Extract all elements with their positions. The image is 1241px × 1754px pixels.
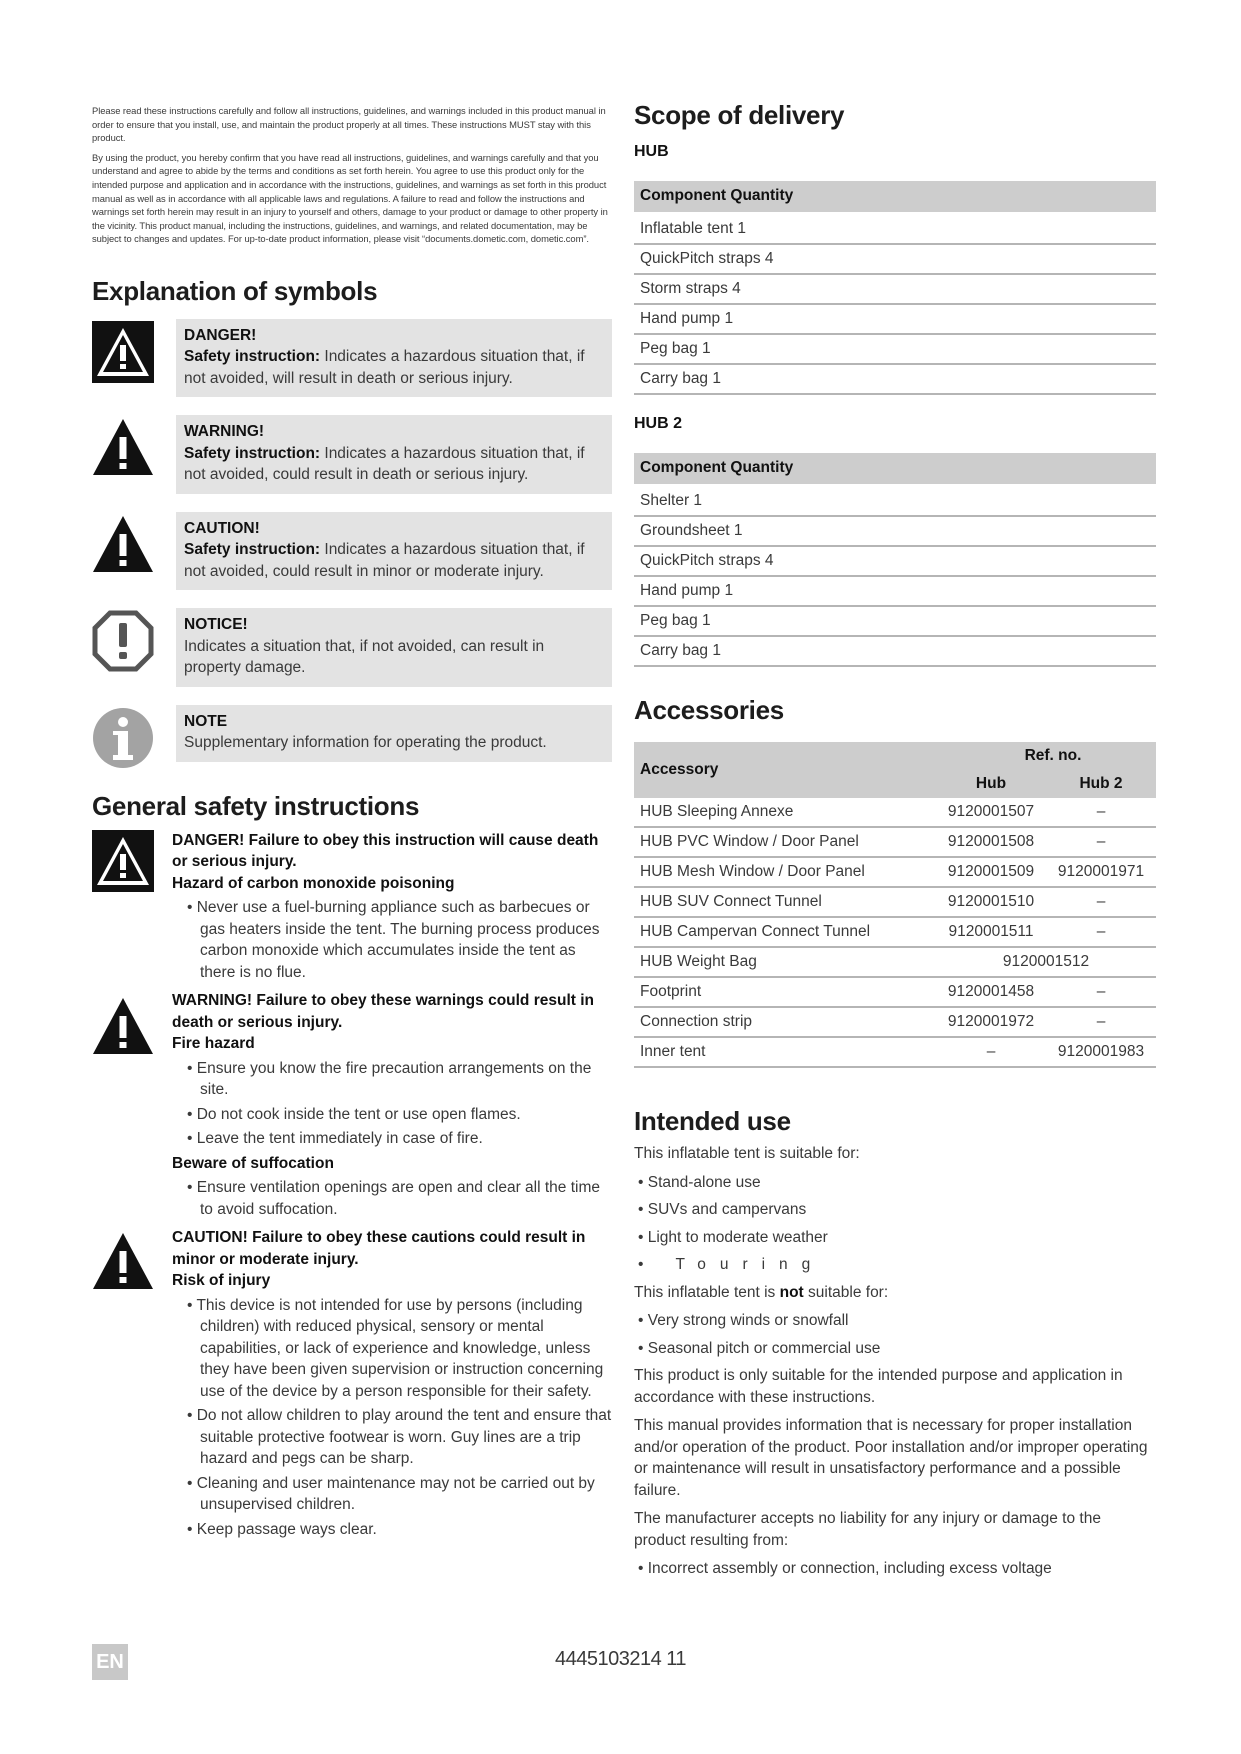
intended-use-heading: Intended use [634,1106,791,1136]
intended-paragraph-2: This manual provides information that is necessary for proper installation and/or operation of the product. Poor installation and/or improper operating or maintenance will result in unsatisfactory performance and a possible failure. [634,1417,1148,1499]
left-column [92,104,612,1543]
table-cell: HUB Sleeping Annexe [634,798,936,827]
table-cell: 9120001512 [936,947,1156,977]
warning-text: Indicates a hazardous situation that, if not avoided, could result in death or serious injury. [184,444,585,484]
table-cell: – [1046,887,1156,917]
list-item: • Do not allow children to play around the tent and ensure that suitable protective footwear is worn. Guy lines are a trip hazard and pegs can be sharp. [172,1405,612,1470]
list-item: • Very strong winds or snowfall [634,1310,1156,1332]
table-row [634,977,1156,1007]
caution-text: Indicates a hazardous situation that, if not avoided, could result in minor or moderate injury. [184,541,585,580]
table-row [634,887,1156,917]
general-warning-lead: WARNING! Failure to obey these warnings could result in death or serious injury. [172,992,594,1031]
table-cell: – [1046,798,1156,827]
note-title: NOTE [184,712,228,730]
table-cell: 9120001510 [936,887,1046,917]
table-cell: HUB SUV Connect Tunnel [634,887,936,917]
table-row [634,857,1156,887]
general-danger-text [172,830,612,987]
not-suitable-emphasis: not [779,1283,804,1301]
general-danger-lead: DANGER! Failure to obey this instruction will cause death or serious injury. [172,831,599,871]
notice-title: NOTICE! [184,616,248,634]
table-cell: QuickPitch straps 4 [634,244,1156,274]
note-box [176,705,612,762]
list-item: • SUVs and campervans [634,1199,1156,1221]
table-row [634,274,1156,304]
table-row [634,334,1156,364]
table-header: Component Quantity [634,181,1156,214]
list-item: • Seasonal pitch or commercial use [634,1338,1156,1360]
table-cell: 9120001458 [936,977,1046,1007]
table-cell: HUB Campervan Connect Tunnel [634,917,936,947]
warning-box [176,415,612,494]
notice-box [176,608,612,687]
language-badge: EN [92,1644,128,1680]
general-danger-block [92,830,612,987]
table-cell: – [936,1037,1046,1067]
table-row [634,576,1156,606]
table-cell: – [1046,917,1156,947]
table-header: Component Quantity [634,453,1156,486]
table-row [634,304,1156,334]
table-row [634,214,1156,245]
table-cell: HUB PVC Window / Door Panel [634,827,936,857]
caution-label: Safety instruction: [184,541,321,559]
table-cell: Connection strip [634,1007,936,1037]
list-item: • Leave the tent immediately in case of fire. [172,1128,612,1150]
caution-triangle-icon [92,514,154,576]
general-warning-hazard: Fire hazard [172,1035,255,1053]
table-cell: 9120001971 [1046,857,1156,887]
table-cell: 9120001509 [936,857,1046,887]
table-row [634,827,1156,857]
table-cell: 9120001972 [936,1007,1046,1037]
list-item: • This device is not intended for use by persons (including children) with reduced physical, sensory or mental capabilities, or lack of experience and knowledge, unless they have been given supervision or instruction concerning use of the device by a person responsible for their safety. [172,1295,612,1403]
warning-label: Safety instruction: [184,444,321,462]
list-item: • Do not cook inside the tent or use open flames. [172,1104,612,1126]
general-warning-block [92,990,612,1223]
intended-paragraph-3: The manufacturer accepts no liability for any injury or damage to the product resulting from: [634,1510,1101,1549]
symbols-heading: Explanation of symbols [92,275,378,306]
table-row [634,516,1156,546]
table-row [634,1007,1156,1037]
list-item: • Keep passage ways clear. [172,1519,612,1541]
symbol-warning [92,415,612,494]
symbol-note [92,705,612,769]
caution-title: CAUTION! [184,519,260,537]
general-danger-hazard: Hazard of carbon monoxide poisoning [172,874,455,892]
warning-triangle-icon [92,417,154,479]
table-cell: – [1046,977,1156,1007]
not-suitable-post: suitable for: [803,1283,889,1301]
list-item: • Ensure you know the fire precaution arrangements on the site. [172,1058,612,1101]
col-hub2: Hub 2 [1046,770,1156,798]
table-cell: Peg bag 1 [634,606,1156,636]
table-cell: Storm straps 4 [634,274,1156,304]
table-cell: Peg bag 1 [634,334,1156,364]
list-item: • Light to moderate weather [634,1227,1156,1249]
table-cell: HUB Weight Bag [634,947,936,977]
hub-components-table [634,181,1156,395]
table-cell: Carry bag 1 [634,364,1156,394]
not-suitable-intro [634,1282,1156,1304]
table-cell: Inner tent [634,1037,936,1067]
list-item: • Ensure ventilation openings are open and clear all the time to avoid suffocation. [172,1177,612,1220]
list-item: • Stand-alone use [634,1172,1156,1194]
suitable-intro: This inflatable tent is suitable for: [634,1145,860,1162]
caution-triangle-icon [92,1231,154,1293]
notice-text: Indicates a situation that, if not avoided, can result in property damage. [184,637,545,677]
right-column [634,100,1156,1586]
danger-box [176,319,612,398]
notice-octagon-icon [92,610,154,672]
list-item: • Never use a fuel-burning appliance such as barbecues or gas heaters inside the tent. The burning process produces carbon monoxide which accumulates inside the tent as there is no flue. [172,897,612,983]
scope-heading: Scope of delivery [634,100,845,130]
accessories-table [634,742,1156,1068]
hub2-label: HUB 2 [634,415,683,432]
danger-warning-icon [92,830,154,892]
general-warning-hazard-2: Beware of suffocation [172,1154,334,1172]
col-hub: Hub [936,770,1046,798]
info-circle-icon [92,707,154,769]
table-row [634,546,1156,576]
list-item: • Incorrect assembly or connection, including excess voltage [634,1558,1156,1580]
table-cell: Hand pump 1 [634,576,1156,606]
warning-title: WARNING! [184,423,265,441]
table-cell: Footprint [634,977,936,1007]
general-caution-lead: CAUTION! Failure to obey these cautions could result in minor or moderate injury. [172,1229,586,1268]
table-row [634,364,1156,394]
warning-triangle-icon [92,996,154,1058]
caution-box [176,512,612,591]
general-warning-text [172,990,612,1223]
table-cell: Shelter 1 [634,486,1156,517]
symbol-caution [92,512,612,591]
table-cell: HUB Mesh Window / Door Panel [634,857,936,887]
intro-paragraph-2: By using the product, you hereby confirm that you have read all instructions, guidelines, and warnings carefully and that you understand and agree to abide by the terms and conditions as set forth herein. You agree to use this product only for the intended purpose and application and in accordance with the instructions, guidelines, and warnings as set forth in this product manual as well as in accordance with all applicable laws and regulations. A failure to read and follow the instructions and warnings set forth herein may result in an injury to yourself and others, damage to your product or damage to other property in the vicinity. This product manual, including the instructions, guidelines, and warnings, and related documentation, may be subject to changes and updates. For up-to-date product information, please visit “documents.dometic.com, dometic.com”. [92,151,608,245]
not-suitable-pre: This inflatable tent is [634,1283,780,1301]
hub-label: HUB [634,143,669,160]
note-text: Supplementary information for operating the product. [184,734,547,752]
table-row [634,486,1156,517]
table-cell: 9120001983 [1046,1037,1156,1067]
danger-text: Indicates a hazardous situation that, if not avoided, will result in death or serious injury. [184,348,585,387]
hub2-components-table [634,453,1156,667]
table-row [634,244,1156,274]
table-cell: 9120001508 [936,827,1046,857]
table-cell: QuickPitch straps 4 [634,546,1156,576]
table-cell: 9120001511 [936,917,1046,947]
symbol-danger [92,319,612,398]
danger-warning-icon [92,321,154,383]
table-row [634,1037,1156,1067]
table-cell: Inflatable tent 1 [634,214,1156,245]
accessories-heading: Accessories [634,695,784,725]
danger-title: DANGER! [184,326,257,344]
danger-label: Safety instruction: [184,348,321,366]
table-row [634,606,1156,636]
table-row [634,917,1156,947]
col-ref: Ref. no. [936,742,1156,770]
intended-paragraph-1: This product is only suitable for the intended purpose and application in accordance with these instructions. [634,1367,1123,1406]
general-caution-text [172,1227,612,1543]
table-cell: – [1046,827,1156,857]
symbol-notice [92,608,612,687]
general-safety-heading: General safety instructions [92,790,420,821]
table-row [634,947,1156,977]
col-accessory: Accessory [634,742,936,798]
list-item: • Cleaning and user maintenance may not be carried out by unsupervised children. [172,1473,612,1516]
table-row [634,798,1156,827]
document-number: 4445103214 11 [555,1648,687,1670]
table-cell: Carry bag 1 [634,636,1156,666]
general-caution-block [92,1227,612,1543]
general-caution-hazard: Risk of injury [172,1272,271,1290]
intro-paragraph-1: Please read these instructions carefully and follow all instructions, guidelines, and warnings included in this product manual in order to ensure that you install, use, and maintain the product properly at all times. These instructions MUST stay with this product. [92,105,606,144]
table-cell: – [1046,1007,1156,1037]
table-cell: Groundsheet 1 [634,516,1156,546]
table-cell: Hand pump 1 [634,304,1156,334]
list-item: • Touring [634,1254,1156,1276]
table-row [634,636,1156,666]
table-cell: 9120001507 [936,798,1046,827]
